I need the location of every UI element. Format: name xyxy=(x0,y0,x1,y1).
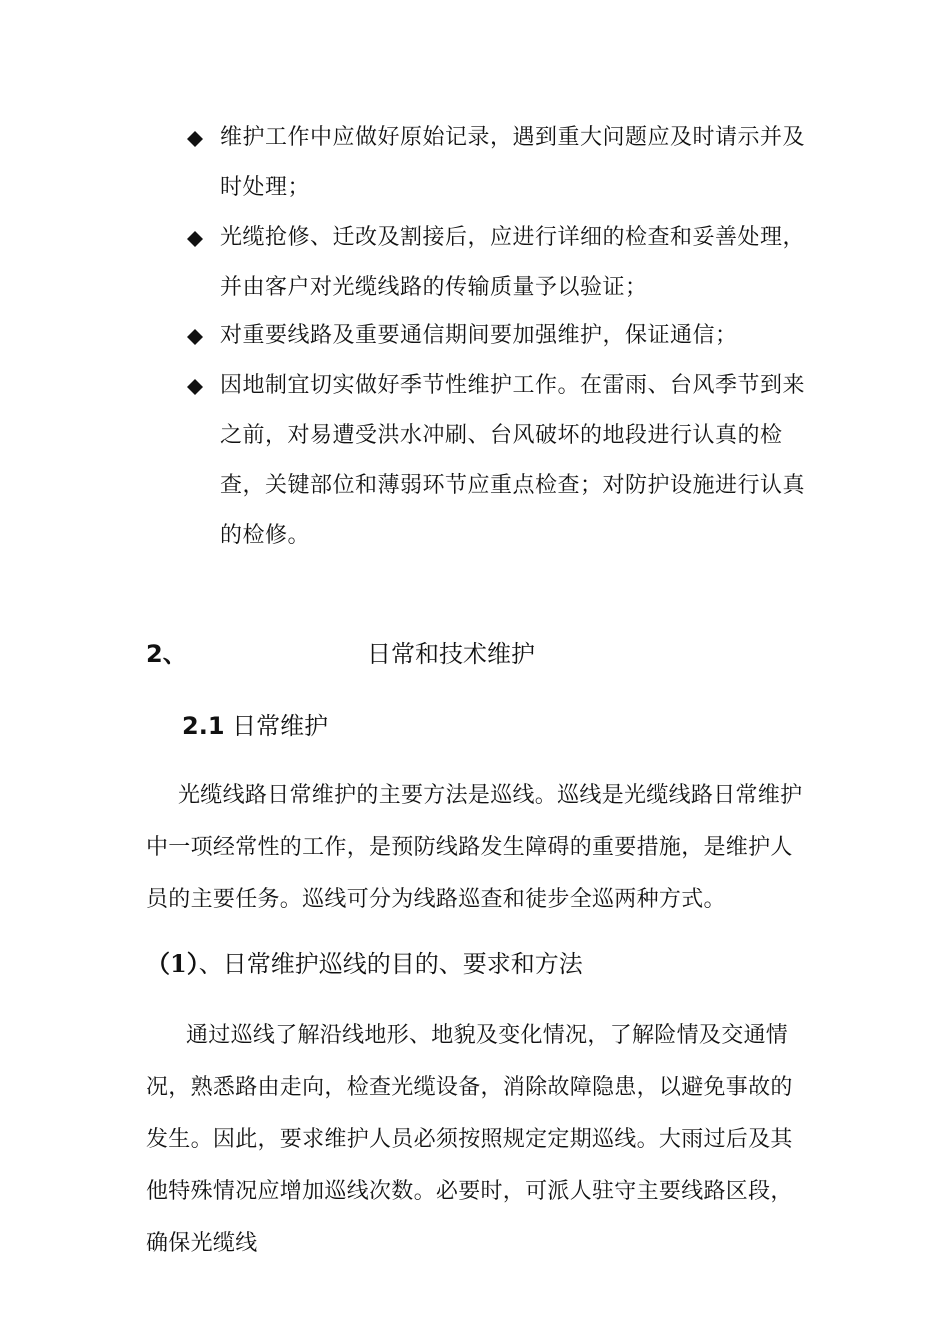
bullet-text: 对重要线路及重要通信期间要加强维护，保证通信； xyxy=(220,323,738,348)
diamond-bullet-icon xyxy=(186,328,204,346)
bullet-text: 维护工作中应做好原始记录，遇到重大问题应及时请示并及时处理； xyxy=(220,125,806,200)
bullet-item xyxy=(186,124,806,213)
section-title: 日常和技术维护 xyxy=(367,640,535,668)
section-heading xyxy=(146,634,806,670)
bullet-item xyxy=(186,372,806,561)
diamond-bullet-icon xyxy=(186,230,204,248)
bullet-item xyxy=(186,322,806,361)
body-paragraph: 通过巡线了解沿线地形、地貌及变化情况，了解险情及交通情况，熟悉路由走向，检查光缆设备，消除故障隐患，以避免事故的发生。因此，要求维护人员必须按照规定定期巡线。大雨过后及其他特殊情况应增加巡线次数。必要时，可派人驻守主要线路区段，确保光缆线 xyxy=(146,1023,793,1256)
subsection-heading xyxy=(182,706,328,741)
bullet-text: 因地制宜切实做好季节性维护工作。在雷雨、台风季节到来之前，对易遭受洪水冲刷、台风破坏的地段进行认真的检查，关键部位和薄弱环节应重点检查；对防护设施进行认真的检修。 xyxy=(220,373,806,548)
item-heading xyxy=(146,944,583,979)
body-paragraph: 光缆线路日常维护的主要方法是巡线。巡线是光缆线路日常维护中一项经常性的工作，是预防线路发生障碍的重要措施，是维护人员的主要任务。巡线可分为线路巡查和徒步全巡两种方式。 xyxy=(146,783,803,912)
bullet-text: 光缆抢修、迁改及割接后，应进行详细的检查和妥善处理，并由客户对光缆线路的传输质量予以验证； xyxy=(220,225,806,300)
diamond-bullet-icon xyxy=(186,378,204,396)
bullet-item xyxy=(186,224,806,313)
diamond-bullet-icon xyxy=(186,130,204,148)
section-number: 2、 xyxy=(146,640,187,668)
item-number: （1） xyxy=(146,949,199,978)
subsection-number: 2.1 xyxy=(182,712,225,740)
item-title: 、日常维护巡线的目的、要求和方法 xyxy=(198,950,583,978)
subsection-title: 日常维护 xyxy=(232,712,329,740)
